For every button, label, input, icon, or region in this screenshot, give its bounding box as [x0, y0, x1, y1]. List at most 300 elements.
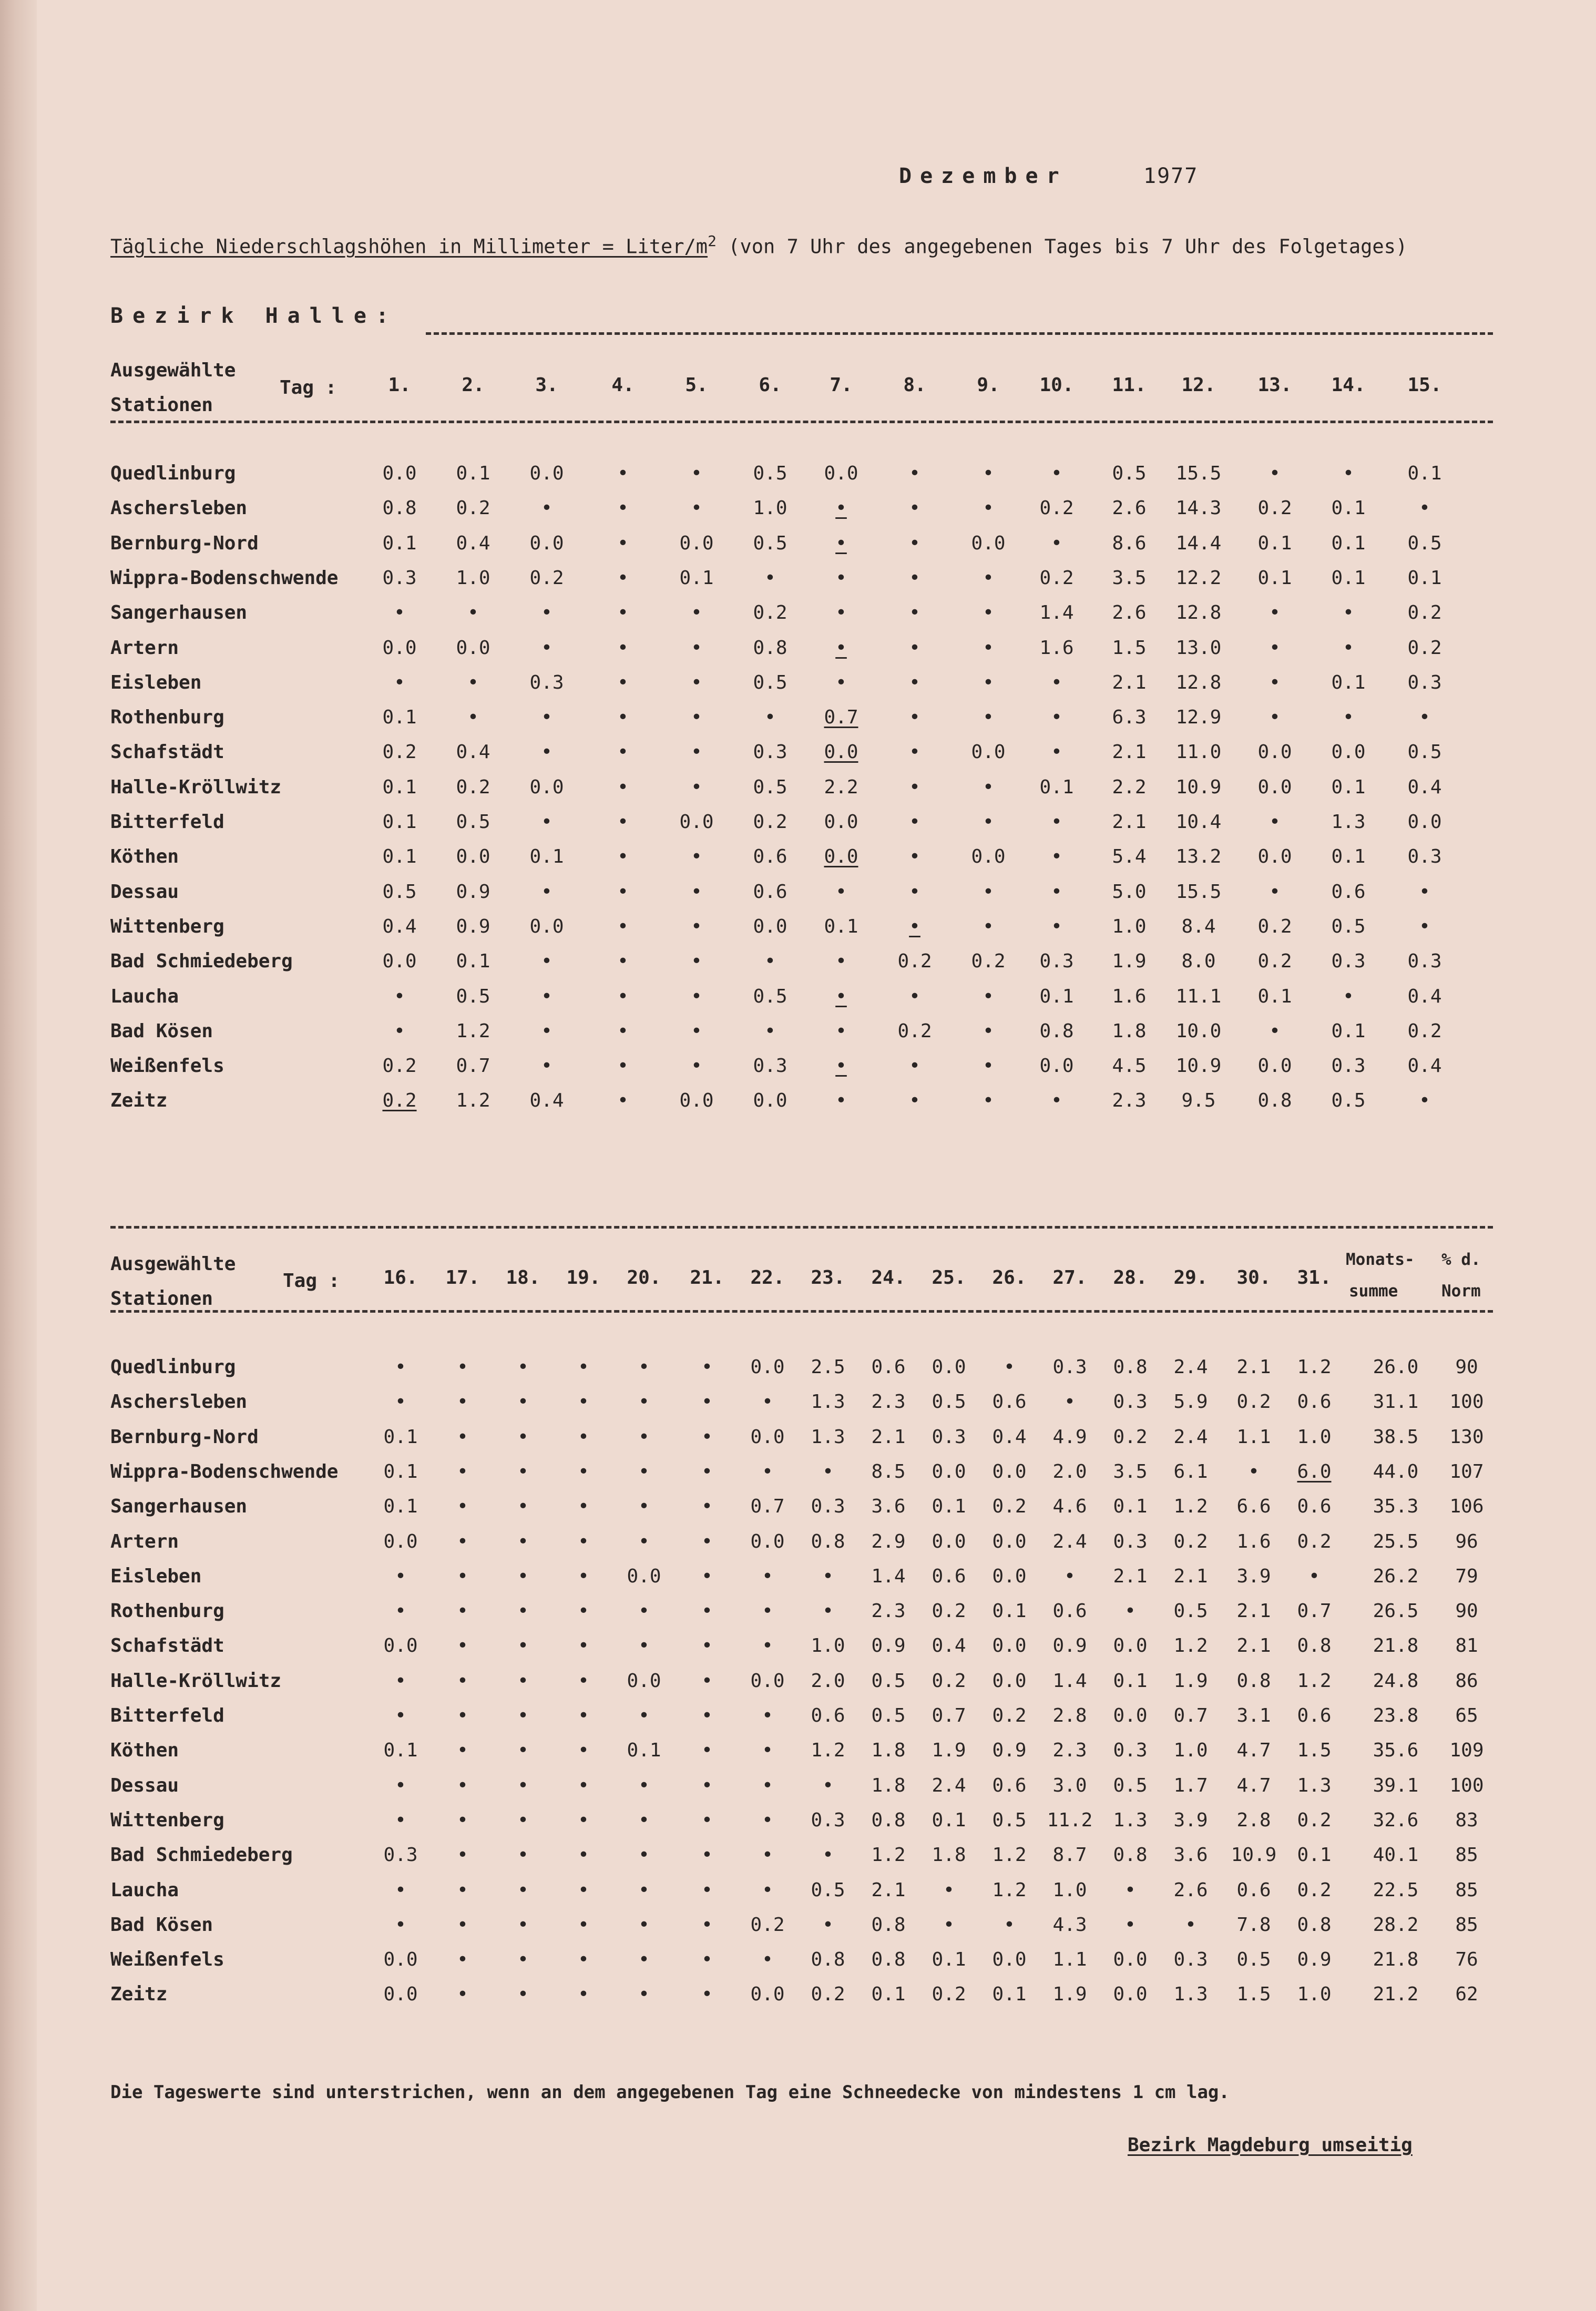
table-cell: 2.2: [1112, 776, 1147, 798]
table-cell: 0.9: [456, 915, 490, 937]
table-cell: 0.1: [383, 1460, 418, 1482]
station-name: Weißenfels: [110, 1055, 224, 1077]
table-cell: •: [983, 1055, 994, 1077]
table-cell: 0.7: [750, 1496, 785, 1518]
summary-cell: 109: [1449, 1740, 1484, 1762]
summary-cell: 31.1: [1373, 1391, 1419, 1413]
table-cell: 0.0: [992, 1530, 1027, 1552]
table-cell: 1.5: [1297, 1740, 1332, 1762]
table-cell: 0.2: [992, 1705, 1027, 1726]
table-cell: •: [541, 602, 553, 624]
table-cell: •: [457, 1705, 468, 1726]
table-cell: 1.2: [456, 1090, 490, 1112]
table-cell: 2.8: [1052, 1705, 1087, 1726]
station-name: Dessau: [110, 881, 179, 903]
table-cell: •: [638, 1426, 650, 1448]
table-cell: 11.2: [1047, 1809, 1093, 1831]
station-name: Bad Kösen: [110, 1914, 213, 1936]
table-cell: 0.0: [1113, 1705, 1148, 1726]
table-cell: •: [691, 846, 702, 868]
table-cell: •: [1269, 881, 1281, 903]
table-cell: 0.0: [824, 741, 858, 763]
table-cell: •: [762, 1705, 773, 1726]
summary-cell: 35.3: [1373, 1496, 1419, 1518]
table-cell: •: [909, 497, 920, 519]
subtitle-superscript: 2: [708, 232, 717, 250]
table-cell: •: [909, 567, 920, 589]
table-cell: •: [1269, 707, 1281, 729]
table-cell: 0.1: [1331, 497, 1366, 519]
table-cell: 1.6: [1039, 637, 1074, 659]
day-header: 8.: [903, 374, 926, 396]
table-cell: 2.3: [871, 1391, 906, 1413]
table-cell: 0.2: [456, 776, 490, 798]
table-cell: 0.6: [753, 881, 787, 903]
day-header: 4.: [611, 374, 635, 396]
summary-cell: 85: [1455, 1844, 1478, 1866]
day-header: 22.: [750, 1267, 785, 1289]
table-cell: •: [701, 1460, 713, 1482]
summary-cell: 100: [1449, 1774, 1484, 1796]
table-cell: 0.1: [824, 915, 858, 937]
table-cell: •: [457, 1356, 468, 1378]
table-cell: 0.1: [456, 463, 490, 484]
summary-cell: 62: [1455, 1983, 1478, 2006]
table-cell: 1.3: [811, 1426, 845, 1448]
day-header: 5.: [685, 374, 708, 396]
table-cell: •: [1051, 741, 1062, 763]
table-cell: •: [909, 741, 920, 763]
table-cell: •: [638, 1635, 650, 1657]
table-cell: •: [691, 637, 702, 659]
table-cell: •: [983, 1020, 994, 1042]
table-cell: 10.9: [1231, 1844, 1277, 1866]
table-cell: 0.1: [382, 846, 417, 868]
table-cell: 0.1: [1257, 985, 1292, 1007]
table-cell: 0.5: [1331, 1090, 1366, 1112]
table-cell: 0.8: [1113, 1844, 1148, 1866]
table-cell: 0.0: [382, 637, 417, 659]
table-cell: 0.0: [456, 846, 490, 868]
table-cell: 0.0: [992, 1635, 1027, 1657]
table-cell: 0.1: [1039, 776, 1074, 798]
table-cell: 0.1: [456, 950, 490, 973]
table-cell: •: [457, 1740, 468, 1762]
table-cell: 7.8: [1236, 1914, 1271, 1936]
table-cell: 3.5: [1112, 567, 1147, 589]
table-cell: 1.8: [871, 1774, 906, 1796]
station-name: Zeitz: [110, 1983, 168, 2006]
table-cell: 12.2: [1175, 567, 1222, 589]
table-cell: 4.3: [1052, 1914, 1087, 1936]
table-cell: 0.8: [1039, 1020, 1074, 1042]
table-cell: 0.2: [382, 741, 417, 763]
table-cell: 2.5: [811, 1356, 845, 1378]
table-cell: •: [691, 497, 702, 519]
table-cell: 1.2: [1297, 1670, 1332, 1692]
table-cell: •: [983, 671, 994, 693]
month-title: Dezember: [899, 164, 1068, 188]
table-cell: 0.8: [871, 1949, 906, 1971]
norm-line1: % d.: [1441, 1250, 1481, 1269]
table-cell: •: [1051, 881, 1062, 903]
table-cell: 3.9: [1236, 1565, 1271, 1587]
station-name: Bitterfeld: [110, 1705, 224, 1726]
table-cell: 0.0: [383, 1635, 418, 1657]
table-cell: 4.7: [1236, 1774, 1271, 1796]
table-cell: •: [617, 985, 629, 1007]
table-cell: •: [1269, 602, 1281, 624]
table-cell: •: [691, 671, 702, 693]
table-cell: 0.3: [383, 1844, 418, 1866]
table-cell: 6.3: [1112, 707, 1147, 729]
table-cell: •: [835, 637, 847, 659]
table-cell: •: [617, 707, 629, 729]
table-cell: •: [1051, 811, 1062, 833]
table-cell: 0.5: [1407, 741, 1442, 763]
table-cell: 15.5: [1175, 463, 1222, 484]
table-cell: •: [638, 1879, 650, 1901]
table-cell: 1.4: [1039, 602, 1074, 624]
table-cell: 0.0: [1113, 1949, 1148, 1971]
table-cell: •: [701, 1635, 713, 1657]
station-name: Wittenberg: [110, 1809, 224, 1831]
table-cell: •: [691, 950, 702, 973]
table-cell: •: [909, 532, 920, 554]
table-cell: 2.1: [1112, 811, 1147, 833]
table-cell: 10.9: [1175, 1055, 1222, 1077]
table-cell: 0.4: [382, 915, 417, 937]
table-cell: 0.2: [753, 602, 787, 624]
table-cell: 0.2: [382, 1055, 417, 1077]
table-cell: 0.8: [871, 1809, 906, 1831]
table-cell: 2.1: [1236, 1356, 1271, 1378]
summary-cell: 32.6: [1373, 1809, 1419, 1831]
table-cell: •: [578, 1600, 589, 1622]
table-cell: •: [457, 1983, 468, 2006]
day-header: 27.: [1052, 1267, 1087, 1289]
day-header: 10.: [1039, 374, 1074, 396]
day-header: 23.: [811, 1267, 845, 1289]
day-header: 19.: [566, 1267, 601, 1289]
table-cell: 2.6: [1173, 1879, 1208, 1901]
table-cell: 0.8: [1297, 1914, 1332, 1936]
day-header: 24.: [871, 1267, 906, 1289]
station-name: Eisleben: [110, 671, 202, 693]
table-cell: 0.0: [824, 463, 858, 484]
table-cell: •: [467, 707, 479, 729]
table-cell: 0.6: [1297, 1705, 1332, 1726]
station-name: Rothenburg: [110, 1600, 224, 1622]
summary-cell: 100: [1449, 1391, 1484, 1413]
table-cell: 0.2: [1039, 497, 1074, 519]
table-cell: 0.4: [1407, 1055, 1442, 1077]
table-cell: •: [762, 1460, 773, 1482]
table-cell: •: [638, 1496, 650, 1518]
table-cell: •: [395, 1705, 406, 1726]
table-cell: 0.1: [382, 532, 417, 554]
table-cell: 1.3: [1331, 811, 1366, 833]
table-cell: •: [909, 602, 920, 624]
table-cell: •: [1343, 463, 1354, 484]
table-cell: 0.9: [1052, 1635, 1087, 1657]
table-cell: •: [909, 881, 920, 903]
table-cell: •: [457, 1565, 468, 1587]
table-cell: •: [1185, 1914, 1196, 1936]
table-cell: 15.5: [1175, 881, 1222, 903]
table-cell: •: [517, 1426, 529, 1448]
table-cell: 1.0: [1297, 1426, 1332, 1448]
table-cell: •: [541, 950, 553, 973]
table-cell: •: [1051, 463, 1062, 484]
table-cell: •: [578, 1879, 589, 1901]
table-cell: 0.3: [932, 1426, 966, 1448]
table-cell: 0.0: [750, 1356, 785, 1378]
table-cell: 0.0: [932, 1356, 966, 1378]
norm-line2: Norm: [1441, 1282, 1481, 1301]
day-header: 15.: [1407, 374, 1442, 396]
table-cell: 1.0: [1112, 915, 1147, 937]
table-cell: •: [762, 1949, 773, 1971]
table-cell: 0.0: [932, 1460, 966, 1482]
table-cell: 0.0: [383, 1949, 418, 1971]
table-cell: •: [762, 1809, 773, 1831]
table-cell: 1.3: [1113, 1809, 1148, 1831]
table-cell: 11.1: [1175, 985, 1222, 1007]
table-cell: 0.2: [1297, 1809, 1332, 1831]
table-cell: 1.5: [1112, 637, 1147, 659]
year-title: 1977: [1143, 164, 1199, 188]
table-cell: 0.0: [679, 811, 714, 833]
table-cell: •: [638, 1460, 650, 1482]
table-cell: •: [517, 1565, 529, 1587]
table-cell: •: [541, 1020, 553, 1042]
table-cell: 0.2: [992, 1496, 1027, 1518]
table-cell: 0.2: [932, 1670, 966, 1692]
summary-cell: 24.8: [1373, 1670, 1419, 1692]
table-cell: 0.0: [992, 1670, 1027, 1692]
table-cell: •: [617, 776, 629, 798]
table-cell: 3.5: [1113, 1460, 1148, 1482]
table-cell: 0.7: [1297, 1600, 1332, 1622]
day-header: 11.: [1112, 374, 1147, 396]
table-cell: 2.1: [1112, 741, 1147, 763]
table-cell: •: [578, 1565, 589, 1587]
table-cell: •: [395, 1914, 406, 1936]
table-cell: 1.0: [1297, 1983, 1332, 2006]
table-cell: •: [638, 1530, 650, 1552]
table-cell: 0.0: [1039, 1055, 1074, 1077]
summary-cell: 81: [1455, 1635, 1478, 1657]
table-cell: 0.3: [1173, 1949, 1208, 1971]
table-cell: 2.8: [1236, 1809, 1271, 1831]
table-cell: 0.2: [1407, 1020, 1442, 1042]
station-header-upper: [110, 353, 236, 423]
table-cell: •: [457, 1530, 468, 1552]
table-cell: 0.6: [753, 846, 787, 868]
table-cell: •: [701, 1705, 713, 1726]
table-cell: 0.2: [1173, 1530, 1208, 1552]
table-cell: 0.6: [932, 1565, 966, 1587]
table-cell: •: [517, 1983, 529, 2006]
table-cell: •: [578, 1426, 589, 1448]
table-cell: 8.4: [1181, 915, 1216, 937]
table-cell: 11.0: [1175, 741, 1222, 763]
station-name: Aschersleben: [110, 497, 248, 519]
table-cell: 0.5: [456, 985, 490, 1007]
table-cell: 0.1: [871, 1983, 906, 2006]
table-cell: 0.1: [382, 707, 417, 729]
table-cell: 0.8: [1297, 1635, 1332, 1657]
table-cell: •: [909, 707, 920, 729]
table-cell: 0.4: [529, 1090, 564, 1112]
summary-cell: 22.5: [1373, 1879, 1419, 1901]
summary-cell: 25.5: [1373, 1530, 1419, 1552]
table-cell: 1.8: [932, 1844, 966, 1866]
table-cell: 1.0: [456, 567, 490, 589]
table-cell: 0.2: [456, 497, 490, 519]
table-cell: 0.1: [1257, 567, 1292, 589]
table-cell: •: [638, 1949, 650, 1971]
table-cell: •: [1269, 1020, 1281, 1042]
table-cell: 0.1: [1407, 567, 1442, 589]
table-cell: •: [394, 671, 405, 693]
table-cell: 2.3: [871, 1600, 906, 1622]
table-cell: 0.7: [932, 1705, 966, 1726]
station-name: Dessau: [110, 1774, 179, 1796]
station-name: Halle-Kröllwitz: [110, 1670, 282, 1692]
table-cell: •: [1051, 532, 1062, 554]
bezirk-heading: Bezirk Halle:: [110, 304, 398, 328]
table-cell: 0.8: [1113, 1356, 1148, 1378]
station-name: Wippra-Bodenschwende: [110, 1460, 339, 1482]
day-header: 14.: [1331, 374, 1366, 396]
norm-header: [1441, 1244, 1481, 1307]
station-name: Eisleben: [110, 1565, 202, 1587]
table-cell: 4.5: [1112, 1055, 1147, 1077]
subtitle-rest: (von 7 Uhr des angegebenen Tages bis 7 Uhr des Folgetages): [728, 235, 1408, 258]
table-cell: •: [617, 811, 629, 833]
table-cell: •: [517, 1949, 529, 1971]
table-cell: 0.1: [627, 1740, 661, 1762]
table-cell: •: [701, 1426, 713, 1448]
day-header: 26.: [992, 1267, 1027, 1289]
station-header-line2: Stationen: [110, 1288, 213, 1310]
table-cell: 0.5: [871, 1670, 906, 1692]
table-cell: 0.1: [382, 776, 417, 798]
table-cell: 1.3: [1173, 1983, 1208, 2006]
table-cell: •: [541, 881, 553, 903]
table-cell: •: [983, 567, 994, 589]
table-cell: 0.0: [992, 1460, 1027, 1482]
table-cell: 0.0: [1257, 741, 1292, 763]
table-cell: 0.0: [679, 532, 714, 554]
table-cell: 0.1: [1039, 985, 1074, 1007]
table-cell: •: [457, 1460, 468, 1482]
summary-cell: 65: [1455, 1705, 1478, 1726]
table-cell: 0.0: [1407, 811, 1442, 833]
summary-cell: 35.6: [1373, 1740, 1419, 1762]
table-cell: •: [1064, 1391, 1076, 1413]
table-cell: •: [1419, 1090, 1430, 1112]
table-cell: 2.1: [1236, 1600, 1271, 1622]
table-cell: 0.2: [897, 1020, 932, 1042]
table-cell: 0.2: [1113, 1426, 1148, 1448]
table-cell: •: [1269, 463, 1281, 484]
table-cell: •: [617, 881, 629, 903]
summary-cell: 85: [1455, 1914, 1478, 1936]
table-cell: 0.0: [824, 811, 858, 833]
table-cell: •: [541, 497, 553, 519]
table-cell: 1.0: [1173, 1740, 1208, 1762]
day-header: 18.: [506, 1267, 540, 1289]
table-cell: •: [1064, 1565, 1076, 1587]
day-header: 17.: [445, 1267, 480, 1289]
table-cell: •: [517, 1600, 529, 1622]
summary-cell: 23.8: [1373, 1705, 1419, 1726]
table-cell: •: [578, 1914, 589, 1936]
table-cell: 0.5: [1236, 1949, 1271, 1971]
table-cell: 0.0: [750, 1983, 785, 2006]
table-cell: 0.0: [824, 846, 858, 868]
table-cell: •: [617, 532, 629, 554]
table-cell: •: [578, 1530, 589, 1552]
table-cell: 0.2: [750, 1914, 785, 1936]
table-cell: 6.0: [1297, 1460, 1332, 1482]
table-cell: 6.6: [1236, 1496, 1271, 1518]
table-cell: •: [517, 1809, 529, 1831]
table-cell: 2.4: [1052, 1530, 1087, 1552]
table-cell: •: [517, 1496, 529, 1518]
day-header: 7.: [830, 374, 853, 396]
table-cell: •: [617, 602, 629, 624]
station-name: Köthen: [110, 846, 179, 868]
table-cell: 0.8: [871, 1914, 906, 1936]
table-cell: •: [691, 463, 702, 484]
day-header: 16.: [383, 1267, 418, 1289]
summary-cell: 21.8: [1373, 1635, 1419, 1657]
table-cell: •: [578, 1705, 589, 1726]
table-cell: 0.2: [932, 1983, 966, 2006]
table-cell: 0.0: [971, 846, 1006, 868]
table-cell: 2.0: [811, 1670, 845, 1692]
table-cell: •: [701, 1356, 713, 1378]
table-cell: 0.1: [932, 1949, 966, 1971]
table-cell: 0.0: [1257, 1055, 1292, 1077]
day-header: 12.: [1181, 374, 1216, 396]
table-cell: •: [691, 1020, 702, 1042]
table-cell: •: [983, 497, 994, 519]
table-cell: 2.3: [1052, 1740, 1087, 1762]
summary-cell: 28.2: [1373, 1914, 1419, 1936]
table-cell: 0.3: [382, 567, 417, 589]
table-cell: •: [541, 985, 553, 1007]
table-cell: •: [835, 950, 847, 973]
table-cell: 0.0: [1257, 776, 1292, 798]
table-cell: 0.5: [992, 1809, 1027, 1831]
table-cell: •: [578, 1844, 589, 1866]
table-cell: 1.1: [1236, 1426, 1271, 1448]
station-name: Bad Schmiedeberg: [110, 950, 293, 973]
table-cell: •: [983, 811, 994, 833]
table-cell: 13.2: [1175, 846, 1222, 868]
table-cell: •: [638, 1844, 650, 1866]
table-cell: 1.4: [1052, 1670, 1087, 1692]
table-cell: 0.0: [1113, 1983, 1148, 2006]
table-cell: •: [617, 1055, 629, 1077]
table-cell: 0.0: [753, 915, 787, 937]
table-cell: •: [617, 637, 629, 659]
